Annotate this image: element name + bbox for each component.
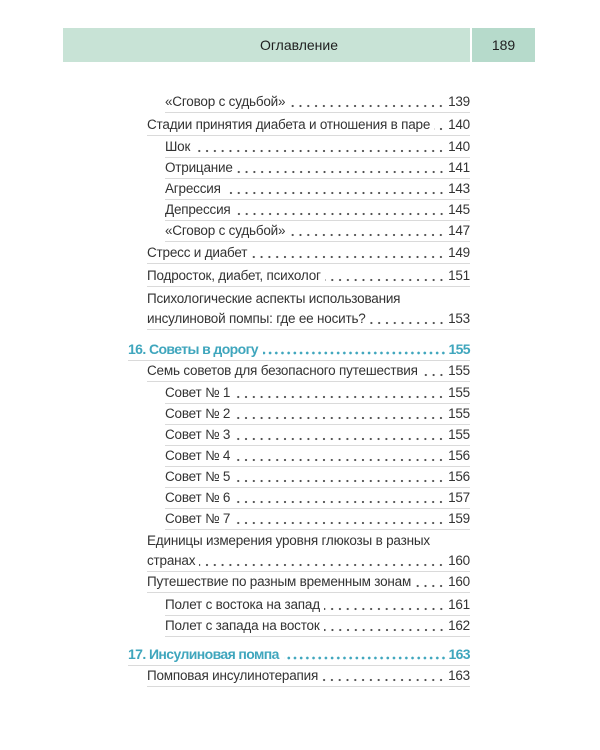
dot-leader (325, 266, 445, 286)
toc-entry-page: 161 (448, 597, 470, 612)
toc-entry-title: Шок (165, 139, 191, 154)
toc-entry-page: 155 (448, 427, 470, 442)
toc-entry-page: 159 (448, 511, 470, 526)
toc-entry-title: Подросток, диабет, психолог (147, 268, 321, 283)
dot-leader (263, 338, 446, 360)
toc-entry-last-line (147, 309, 470, 329)
toc-entry-title: Полет с востока на запад (165, 597, 320, 612)
toc-chapter-heading (128, 643, 470, 666)
dot-leader (199, 551, 445, 571)
toc-entry-title: Совет № 1 (165, 385, 231, 400)
dot-leader (234, 404, 445, 424)
dot-leader (415, 572, 445, 592)
toc-section-entry (147, 266, 470, 287)
running-head-title: Оглавление (259, 37, 339, 53)
dot-leader (234, 383, 445, 403)
dot-leader (194, 137, 445, 157)
toc-entry-title: Семь советов для безопасного путешествия (147, 363, 418, 378)
toc-entry-title: Стресс и диабет (147, 245, 248, 260)
toc-subsection-entry (165, 221, 470, 242)
toc-entry-title-line: странах (147, 553, 196, 568)
toc-entry-title: Путешествие по разным временным зонам (147, 574, 412, 589)
toc-entry-title: Совет № 3 (165, 427, 231, 442)
toc-entry-page: 153 (448, 311, 470, 326)
dot-leader (370, 309, 445, 329)
toc-entry-page: 156 (448, 469, 470, 484)
toc-entry-title: Помповая инсулинотерапия (147, 668, 319, 683)
toc-entry-title: «Сговор с судьбой» (165, 223, 286, 238)
chapter-title: 16. Советы в дорогу (128, 341, 258, 357)
toc-chapter-heading (128, 338, 470, 361)
toc-subsection-entry (165, 425, 470, 446)
toc-entry-title: Депрессия (165, 202, 231, 217)
chapter-page: 163 (448, 646, 470, 662)
toc-entry-title: Полет с запада на восток (165, 618, 320, 633)
dot-leader (234, 425, 445, 445)
toc-entry-page: 157 (448, 490, 470, 505)
dot-leader (237, 158, 445, 178)
toc-entry-page: 139 (448, 94, 470, 109)
toc-entry-page: 160 (448, 553, 470, 568)
dot-leader (225, 179, 445, 199)
toc-section-entry (147, 115, 470, 136)
toc-section-entry (147, 531, 470, 572)
dot-leader (324, 595, 445, 615)
toc-entry-title: Совет № 2 (165, 406, 231, 421)
toc-subsection-entry (165, 92, 470, 113)
toc-subsection-entry (165, 488, 470, 509)
toc-entry-page: 155 (448, 406, 470, 421)
toc-entry-title-line: инсулиновой помпы: где ее носить? (147, 311, 366, 326)
toc-section-entry (147, 666, 470, 687)
toc-entry-title: Агрессия (165, 181, 221, 196)
toc-section-entry (147, 289, 470, 330)
toc-subsection-entry (165, 179, 470, 200)
toc-entry-page: 155 (448, 363, 470, 378)
toc-entry-title-line: Психологические аспекты использования (147, 291, 401, 306)
toc-entry-title: Совет № 5 (165, 469, 231, 484)
toc-entry-title: Совет № 6 (165, 490, 231, 505)
toc-entry-title: Стадии принятия диабета и отношения в паре (147, 117, 431, 132)
toc-subsection-entry (165, 404, 470, 425)
dot-leader (234, 488, 445, 508)
dot-leader (284, 643, 447, 665)
toc-entry-page: 145 (448, 202, 470, 217)
toc-entry-page: 160 (448, 574, 470, 589)
dot-leader (434, 115, 445, 135)
toc-entry-title: Отрицание (165, 160, 233, 175)
toc-entry-page: 140 (448, 139, 470, 154)
toc-entry-title-line: Единицы измерения уровня глюкозы в разных (147, 533, 430, 548)
toc-subsection-entry (165, 467, 470, 488)
toc-subsection-entry (165, 200, 470, 221)
toc-subsection-entry (165, 595, 470, 616)
toc-entry-page: 163 (448, 668, 470, 683)
toc-entry-title: Совет № 7 (165, 511, 231, 526)
toc-subsection-entry (165, 509, 470, 530)
toc-section-entry (147, 572, 470, 593)
chapter-page: 155 (448, 341, 470, 357)
chapter-title: 17. Инсулиновая помпа (128, 646, 279, 662)
toc-entry-title: «Сговор с судьбой» (165, 94, 286, 109)
toc-entry-last-line (147, 551, 470, 571)
dot-leader (251, 243, 445, 263)
toc-entry-title: Совет № 4 (165, 448, 231, 463)
dot-leader (322, 666, 445, 686)
toc-entry-page: 143 (448, 181, 470, 196)
dot-leader (234, 446, 445, 466)
toc-entry-page: 162 (448, 618, 470, 633)
dot-leader (235, 200, 446, 220)
page-number: 189 (491, 37, 516, 53)
toc-section-entry (147, 361, 470, 382)
dot-leader (324, 616, 445, 636)
dot-leader (289, 92, 445, 112)
toc-entry-page: 149 (448, 245, 470, 260)
toc-entry-page: 140 (448, 117, 470, 132)
toc-entry-page: 156 (448, 448, 470, 463)
dot-leader (234, 509, 445, 529)
toc-subsection-entry (165, 616, 470, 637)
toc-subsection-entry (165, 383, 470, 404)
toc-section-entry (147, 243, 470, 264)
dot-leader (289, 221, 445, 241)
toc-entry-page: 151 (448, 268, 470, 283)
toc-subsection-entry (165, 137, 470, 158)
dot-leader (422, 361, 445, 381)
toc-entry-page: 155 (448, 385, 470, 400)
dot-leader (234, 467, 445, 487)
toc-entry-page: 141 (448, 160, 470, 175)
toc-subsection-entry (165, 446, 470, 467)
toc-subsection-entry (165, 158, 470, 179)
toc-entry-page: 147 (448, 223, 470, 238)
